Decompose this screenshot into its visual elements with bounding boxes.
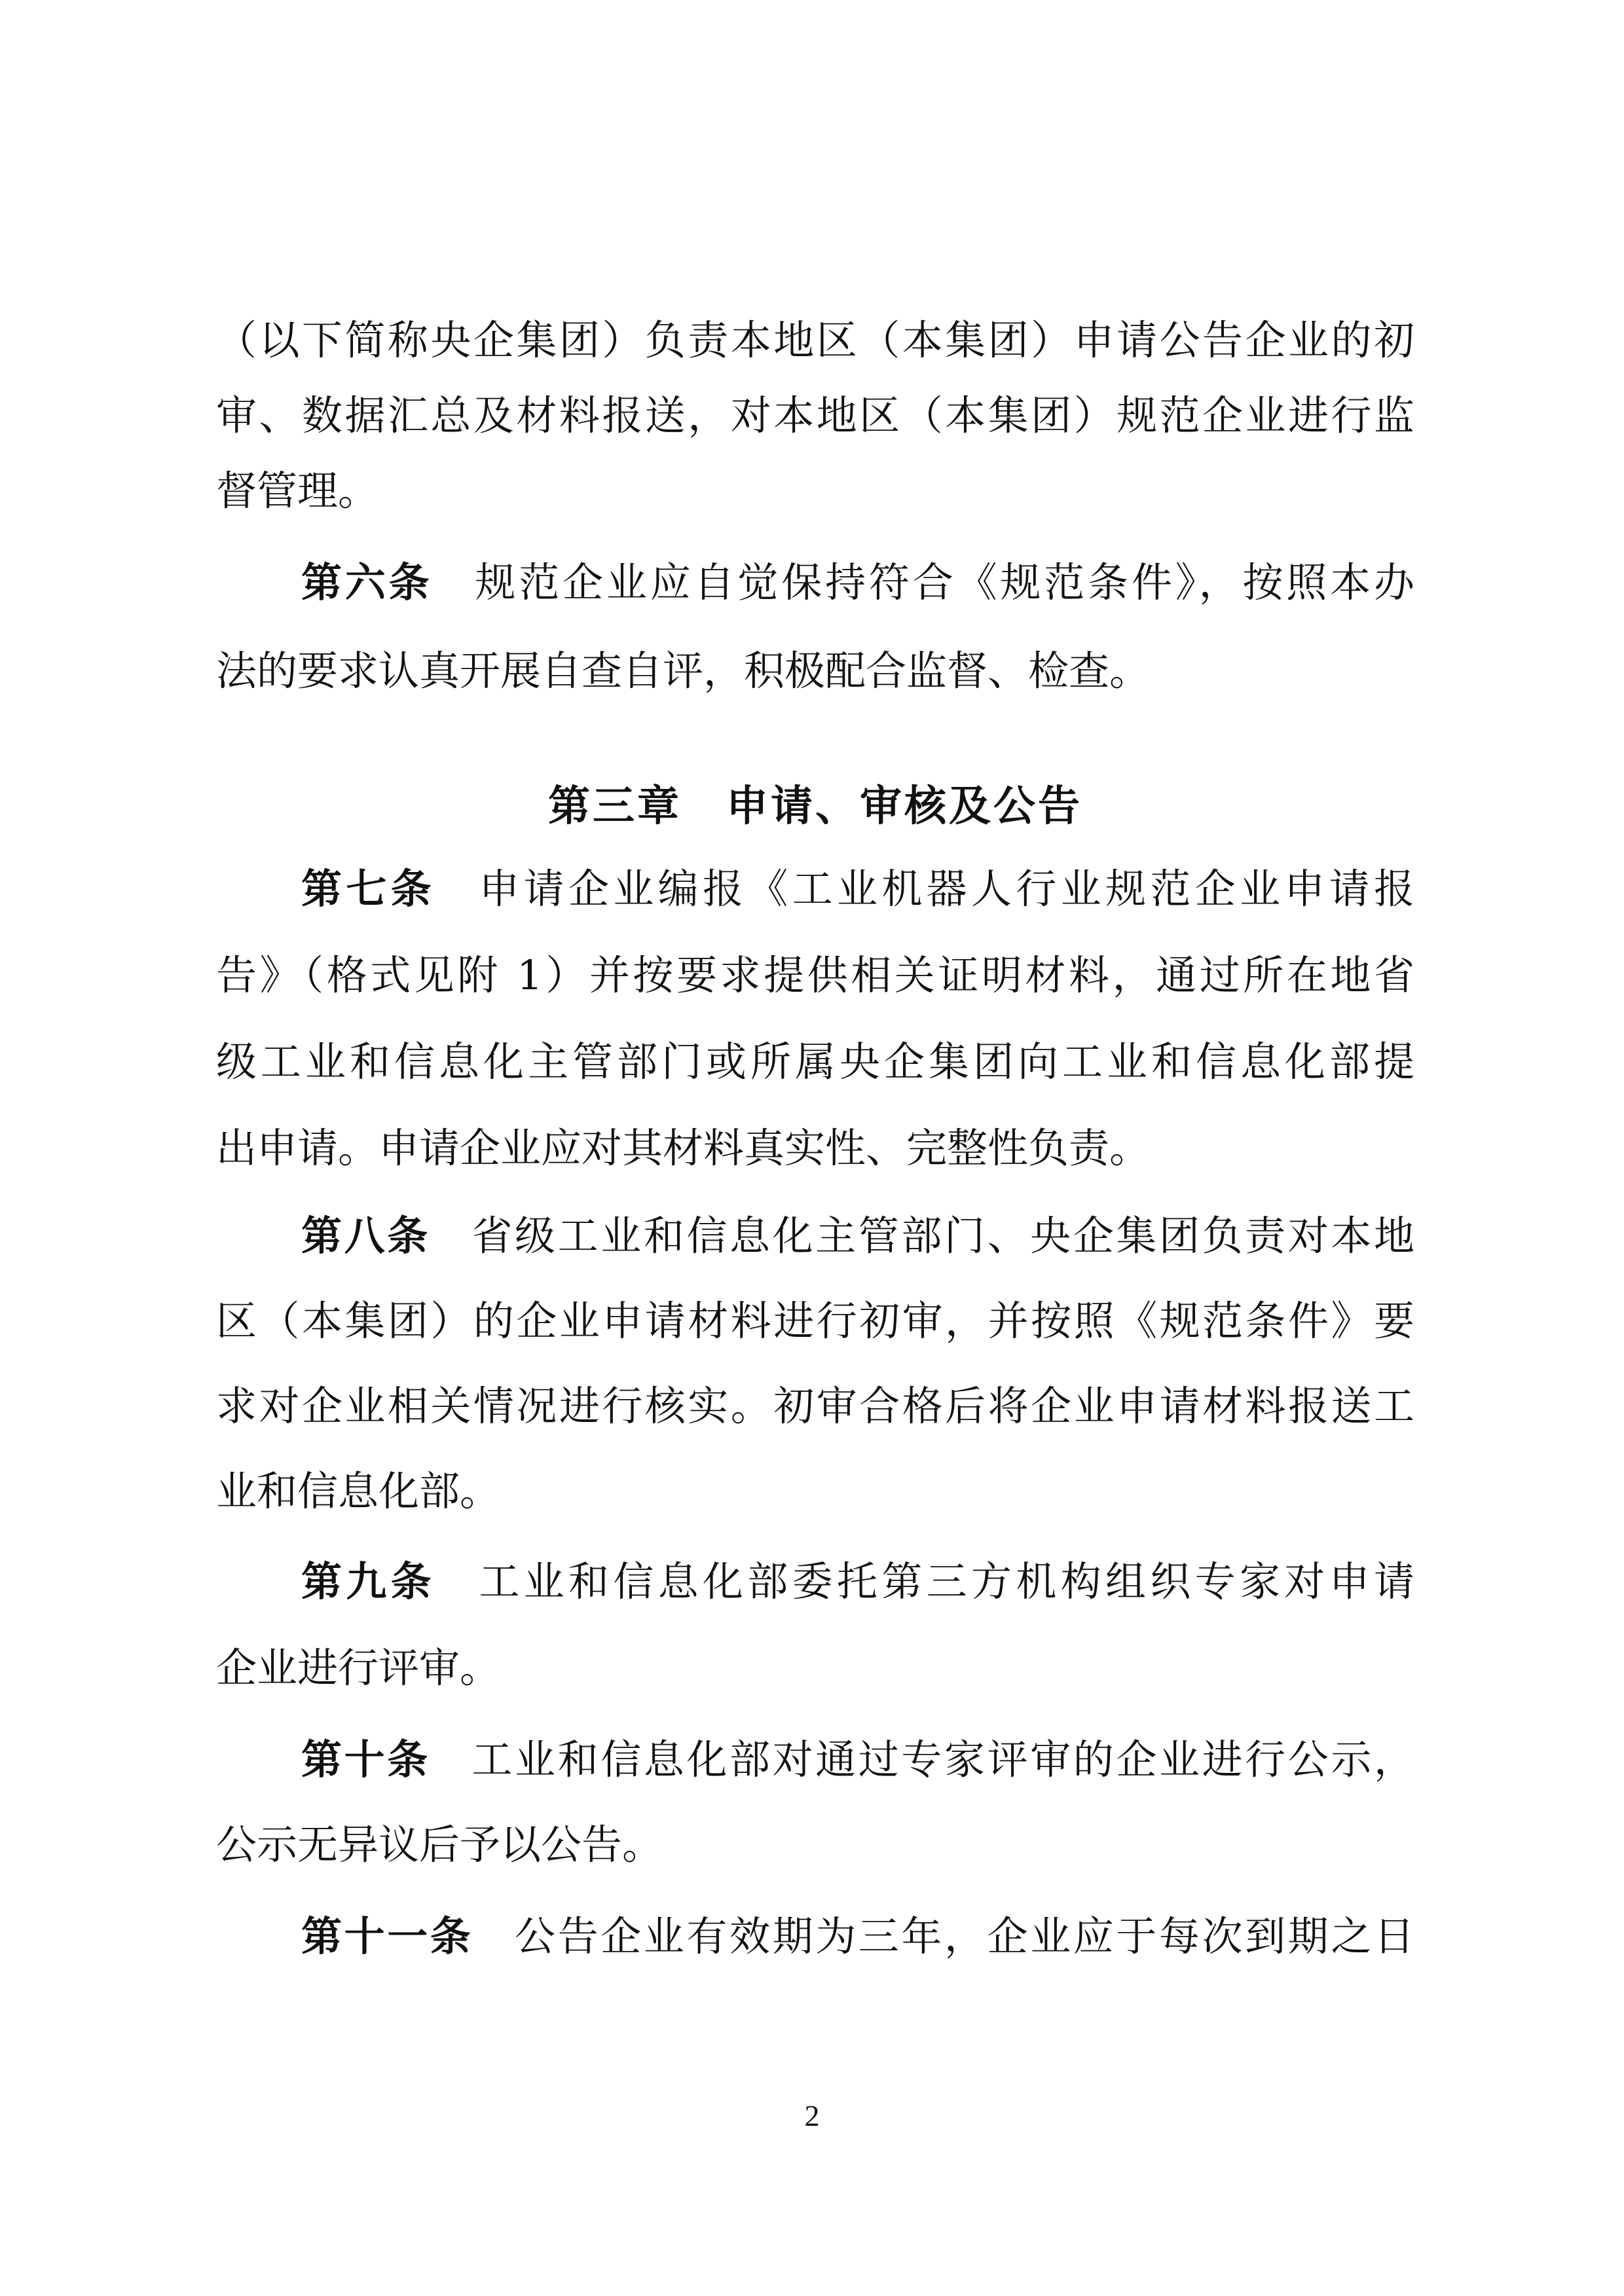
article-9-first-line [301,1556,1414,1608]
article-6-first-line [301,556,1414,609]
text-line: 企业进行评审。 [216,1644,501,1692]
text-line: 公示无异议后予以公告。 [216,1821,663,1868]
article-8-label: 第八条 [301,1212,430,1260]
text-line: 区（本集团）的企业申请材料进行初审，并按照《规范条件》要 [216,1297,1414,1345]
article-9-label: 第九条 [301,1558,435,1605]
text-line: 业和信息化部。 [216,1467,501,1515]
text-line: 法的要求认真开展自查自评，积极配合监督、检查。 [216,647,1151,695]
text-line: （以下简称央企集团）负责本地区（本集团）申请公告企业的初 [216,316,1414,364]
text-line: 审、数据汇总及材料报送，对本地区（本集团）规范企业进行监 [216,392,1414,439]
article-10-text: 工业和信息化部对通过专家评审的企业进行公示， [469,1736,1414,1783]
article-6-text: 规范企业应自觉保持符合《规范条件》，按照本办 [471,558,1414,606]
article-7-first-line [301,863,1414,915]
article-7-text: 申请企业编报《工业机器人行业规范企业申请报 [475,865,1414,913]
article-10-label: 第十条 [301,1736,430,1783]
article-7-label: 第七条 [301,865,435,913]
text-line: 出申请。申请企业应对其材料真实性、完整性负责。 [216,1124,1151,1172]
article-11-text: 公告企业有效期为三年，企业应于每次到期之日 [512,1912,1414,1960]
text-line: 求对企业相关情况进行核实。初审合格后将企业申请材料报送工 [216,1382,1414,1430]
page-number: 2 [804,2099,820,2132]
text-line: 督管理。 [216,467,379,515]
article-11-label: 第十一条 [301,1912,473,1960]
article-11-first-line [301,1910,1414,1963]
text-line: 级工业和信息化主管部门或所属央企集团向工业和信息化部提 [216,1038,1414,1085]
article-10-first-line [301,1734,1414,1786]
article-6-label: 第六条 [301,558,433,606]
article-9-text: 工业和信息化部委托第三方机构组织专家对申请 [475,1558,1414,1605]
text-line: 告》（格式见附 1）并按要求提供相关证明材料，通过所在地省 [216,951,1414,999]
article-8-text: 省级工业和信息化主管部门、央企集团负责对本地 [469,1212,1414,1260]
article-8-first-line [301,1210,1414,1262]
chapter-heading: 第三章 申请、审核及公告 [548,782,1082,831]
